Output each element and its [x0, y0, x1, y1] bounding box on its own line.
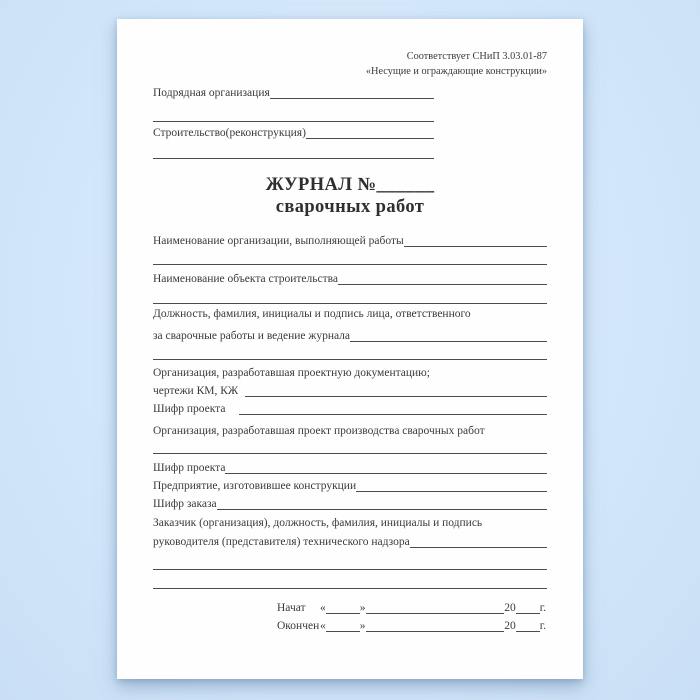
field-started-date: Начат « » 20 г.	[277, 602, 546, 614]
field-customer-line2: руководителя (представителя) технического надзора	[153, 536, 547, 550]
blank-line	[356, 480, 547, 492]
year-suffix: г.	[539, 602, 546, 614]
blank-line	[153, 110, 434, 122]
blank-line	[516, 602, 540, 614]
field-construction: Строительство(реконструкция)	[153, 127, 434, 141]
blank-line	[350, 330, 547, 342]
field-project-code-2: Шифр проекта	[153, 462, 547, 476]
field-design-org: Организация, разработавшая проектную документацию;	[153, 367, 430, 379]
blank-line	[404, 235, 547, 247]
field-finished-date: Окончен « » 20 г.	[277, 620, 546, 632]
blank-line	[270, 87, 434, 99]
blank-line	[225, 462, 547, 474]
blank-line-row	[153, 442, 547, 456]
journal-cover-page	[117, 19, 583, 679]
quote-open: «	[320, 620, 326, 632]
blank-line	[245, 385, 547, 397]
field-welding-project-org: Организация, разработавшая проект производства сварочных работ	[153, 425, 485, 437]
blank-line-row	[153, 348, 547, 362]
blank-line	[366, 602, 505, 614]
document-title	[117, 174, 583, 218]
blank-line	[306, 127, 434, 139]
blank-line	[153, 147, 434, 159]
quote-close: »	[359, 602, 366, 614]
blank-line	[153, 348, 547, 360]
field-order-code: Шифр заказа	[153, 498, 547, 512]
blank-line	[366, 620, 505, 632]
year-prefix: 20	[504, 620, 516, 632]
field-contractor: Подрядная организация	[153, 87, 434, 101]
field-drawings: чертежи КМ, КЖ	[153, 385, 547, 399]
blank-line	[217, 498, 547, 510]
blank-line	[153, 292, 547, 304]
title-line-1: ЖУРНАЛ №______	[265, 175, 435, 195]
field-manufacturer: Предприятие, изготовившее конструкции	[153, 480, 547, 494]
field-object-name: Наименование объекта строительства	[153, 273, 547, 287]
year-suffix: г.	[539, 620, 546, 632]
title-line-2: сварочных работ	[275, 197, 425, 217]
blank-line	[153, 253, 547, 265]
blank-line	[326, 602, 360, 614]
note-line-1: Соответствует СНиП 3.03.01-87	[406, 51, 547, 62]
blank-line	[338, 273, 547, 285]
blank-line-row	[153, 292, 547, 306]
blank-line	[410, 536, 547, 548]
blank-line	[326, 620, 360, 632]
blank-line-row	[153, 110, 434, 124]
year-prefix: 20	[504, 602, 516, 614]
blank-line-row	[153, 577, 547, 591]
blank-line	[239, 403, 547, 415]
field-responsible-line1: Должность, фамилия, инициалы и подпись лица, ответственного	[153, 308, 471, 320]
blank-line	[516, 620, 540, 632]
blank-line	[153, 442, 547, 454]
blank-line-row	[153, 558, 547, 572]
blank-line-row	[153, 147, 434, 161]
blank-line-row	[153, 253, 547, 267]
note-line-2: «Несущие и ограждающие конструкции»	[365, 66, 547, 77]
standard-reference-note	[366, 49, 547, 79]
field-org-performing: Наименование организации, выполняющей работы	[153, 235, 547, 249]
field-responsible-line2: за сварочные работы и ведение журнала	[153, 330, 547, 344]
field-project-code-1: Шифр проекта	[153, 403, 547, 417]
quote-open: «	[320, 602, 326, 614]
blank-line	[153, 577, 547, 589]
quote-close: »	[359, 620, 366, 632]
field-customer-line1: Заказчик (организация), должность, фамилия, инициалы и подпись	[153, 517, 483, 529]
blank-line	[153, 558, 547, 570]
